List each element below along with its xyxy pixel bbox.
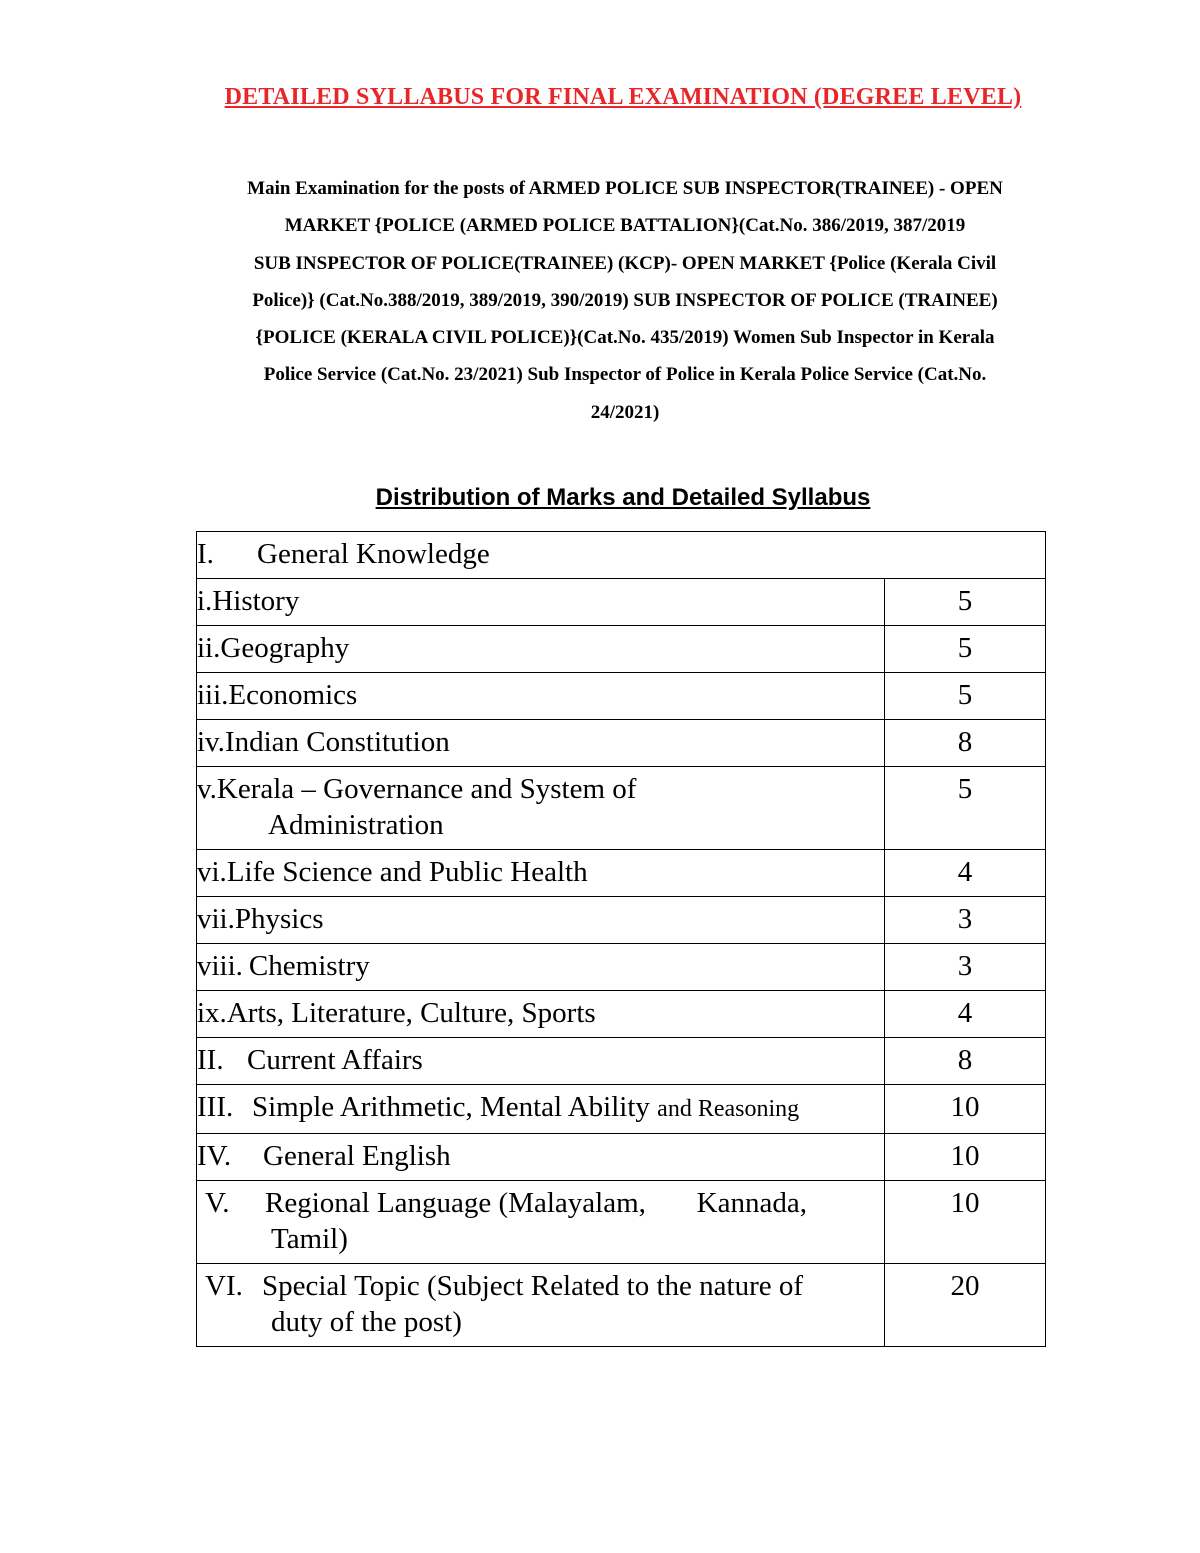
subtopic-number: v. <box>197 773 217 805</box>
subtopic-number: ii. <box>197 632 221 664</box>
topic-number: IV. <box>197 1140 232 1172</box>
subtopic-cell <box>197 897 885 944</box>
subtopic-number: viii. <box>197 950 243 982</box>
table-row <box>197 720 1046 767</box>
intro-line: 24/2021) <box>590 401 660 423</box>
subtopic-cell <box>197 626 885 673</box>
marks-cell: 10 <box>885 1134 1046 1181</box>
topic-label: General English <box>263 1140 451 1172</box>
topic-label: General Knowledge <box>257 538 490 570</box>
table-row <box>197 991 1046 1038</box>
intro-line: Police)} (Cat.No.388/2019, 389/2019, 390/2019) SUB INSPECTOR OF POLICE (TRAINEE) <box>252 289 998 311</box>
topic-cell <box>197 1181 885 1264</box>
subtopic-cell <box>197 991 885 1038</box>
topic-number: V. <box>205 1187 230 1219</box>
topic-label-continued: duty of the post) <box>271 1306 462 1338</box>
marks-cell: 8 <box>885 1038 1046 1085</box>
table-row <box>197 626 1046 673</box>
subtopic-label: Indian Constitution <box>224 726 450 758</box>
table-row <box>197 1085 1046 1134</box>
subtopic-cell <box>197 767 885 850</box>
table-row <box>197 944 1046 991</box>
subtopic-label: Life Science and Public Health <box>226 856 588 888</box>
subtopic-number: i. <box>197 585 213 617</box>
table-row <box>197 1264 1046 1347</box>
table-row <box>197 673 1046 720</box>
marks-cell: 3 <box>885 897 1046 944</box>
subtopic-label: Geography <box>220 632 350 664</box>
topic-label: Simple Arithmetic, Mental Ability <box>252 1091 650 1123</box>
subtopic-number: iii. <box>197 679 229 711</box>
intro-line: Main Examination for the posts of ARMED POLICE SUB INSPECTOR(TRAINEE) - OPEN <box>247 178 1003 199</box>
table-row <box>197 579 1046 626</box>
marks-cell: 4 <box>885 991 1046 1038</box>
subtopic-label: Chemistry <box>248 950 370 982</box>
marks-cell: 5 <box>885 767 1046 850</box>
table-row <box>197 1038 1046 1085</box>
subtopic-label: Kerala – Governance and System of <box>216 773 637 805</box>
marks-cell: 5 <box>885 673 1046 720</box>
table-row <box>197 1181 1046 1264</box>
marks-cell: 20 <box>885 1264 1046 1347</box>
topic-cell <box>197 532 1046 579</box>
subtopic-number: vii. <box>197 903 235 935</box>
topic-number: III. <box>197 1091 234 1123</box>
table-row <box>197 1134 1046 1181</box>
subtopic-cell <box>197 850 885 897</box>
exam-description <box>196 170 1054 431</box>
subtopic-number: vi. <box>197 856 227 888</box>
subtopic-label: History <box>212 585 300 617</box>
topic-cell <box>197 1038 885 1085</box>
intro-line: {POLICE (KERALA CIVIL POLICE)}(Cat.No. 435/2019) Women Sub Inspector in Kerala <box>255 327 995 349</box>
marks-cell: 5 <box>885 626 1046 673</box>
marks-cell: 10 <box>885 1181 1046 1264</box>
subtopic-label: Physics <box>234 903 324 935</box>
subtopic-label: Economics <box>228 679 358 711</box>
intro-line: Police Service (Cat.No. 23/2021) Sub Inspector of Police in Kerala Police Service (Cat.No. <box>263 364 987 386</box>
topic-cell <box>197 1264 885 1347</box>
subtopic-cell <box>197 720 885 767</box>
topic-label: Regional Language (Malayalam, Kannada, <box>265 1187 807 1219</box>
topic-cell <box>197 1134 885 1181</box>
table-row <box>197 767 1046 850</box>
topic-number: VI. <box>205 1270 243 1302</box>
topic-label-continued: Tamil) <box>271 1223 348 1255</box>
marks-cell: 5 <box>885 579 1046 626</box>
subtopic-number: iv. <box>197 726 225 758</box>
subtopic-cell <box>197 673 885 720</box>
subtopic-cell <box>197 944 885 991</box>
topic-label: Current Affairs <box>247 1044 423 1076</box>
intro-line: SUB INSPECTOR OF POLICE(TRAINEE) (KCP)- OPEN MARKET {Police (Kerala Civil <box>253 252 997 274</box>
subtopic-label-continued: Administration <box>268 809 444 841</box>
subtopic-label: Arts, Literature, Culture, Sports <box>226 997 596 1029</box>
subtopic-cell <box>197 579 885 626</box>
intro-line: MARKET {POLICE (ARMED POLICE BATTALION}(Cat.No. 386/2019, 387/2019 <box>284 215 966 237</box>
topic-label: Special Topic (Subject Related to the nature of <box>262 1270 804 1302</box>
topic-number: II. <box>197 1044 224 1076</box>
topic-label-small: and Reasoning <box>657 1096 800 1122</box>
marks-cell: 4 <box>885 850 1046 897</box>
page-title: DETAILED SYLLABUS FOR FINAL EXAMINATION (DEGREE LEVEL) <box>224 84 1022 110</box>
marks-cell: 10 <box>885 1085 1046 1134</box>
section-heading: Distribution of Marks and Detailed Syllabus <box>375 484 871 511</box>
marks-cell: 3 <box>885 944 1046 991</box>
marks-cell: 8 <box>885 720 1046 767</box>
table-row <box>197 850 1046 897</box>
marks-distribution-table <box>196 531 1046 1347</box>
topic-number: I. <box>197 538 214 570</box>
topic-cell <box>197 1085 885 1134</box>
subtopic-number: ix. <box>197 997 227 1029</box>
table-row <box>197 532 1046 579</box>
table-row <box>197 897 1046 944</box>
